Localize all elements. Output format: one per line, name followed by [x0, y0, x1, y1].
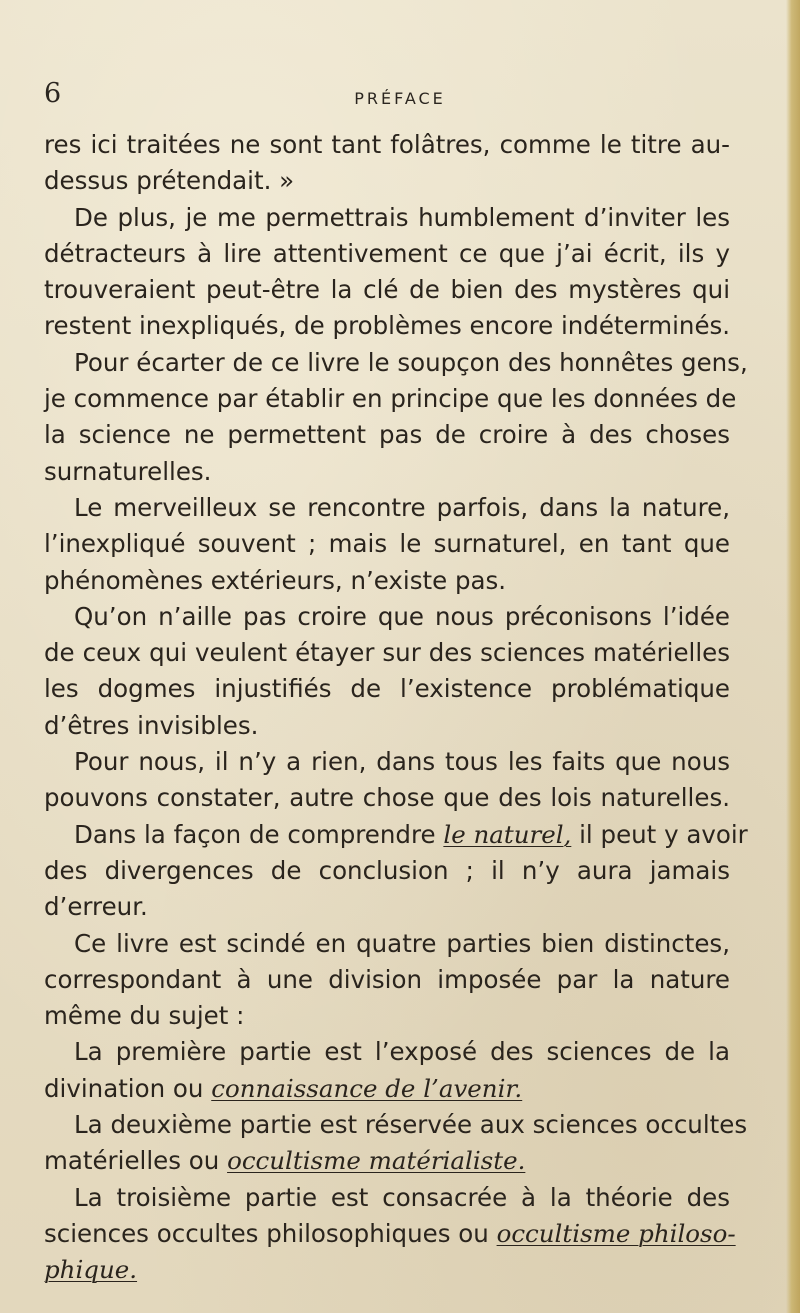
text-line: [44, 345, 748, 381]
text-line: [44, 236, 730, 272]
text-line: [44, 780, 730, 816]
text-segment: il peut y avoir: [571, 819, 748, 849]
text-segment: divination ou: [44, 1073, 212, 1103]
text-line: [44, 1252, 730, 1288]
text-line: [44, 1034, 730, 1070]
text-line: [44, 127, 730, 163]
text-segment: l’inexpliqué souvent ; mais le surnaturel, en tant que: [44, 529, 730, 559]
text-line: [44, 708, 730, 744]
text-segment: La troisième partie est consacrée à la théorie des: [74, 1182, 730, 1212]
text-segment: d’êtres invisibles.: [44, 710, 259, 740]
text-line: [44, 599, 730, 635]
text-line: [44, 308, 730, 344]
text-line: [44, 744, 730, 780]
text-segment: surnaturelles.: [44, 456, 212, 486]
text-segment: sciences occultes philosophiques ou: [44, 1218, 497, 1248]
italic-phrase: occultisme matérialiste.: [227, 1146, 526, 1176]
page-number: 6: [44, 78, 62, 109]
text-segment: Dans la façon de comprendre: [74, 819, 444, 849]
text-segment: res ici traitées ne sont tant folâtres, comme le titre au-: [44, 130, 730, 159]
text-line: [44, 926, 730, 962]
text-segment: Qu’on n’aille pas croire que nous préconisons l’idée: [74, 601, 730, 631]
text-line: [44, 163, 730, 199]
running-head: PRÉFACE: [354, 89, 446, 108]
text-line: [44, 563, 730, 599]
text-segment: des divergences de conclusion ; il n’y aura jamais: [44, 855, 730, 885]
text-line: [44, 272, 730, 308]
italic-phrase: connaissance de l’avenir.: [211, 1073, 523, 1103]
italic-phrase: occultisme philoso-: [496, 1218, 736, 1248]
text-line: [44, 381, 737, 417]
text-line: [44, 200, 730, 236]
text-segment: matérielles ou: [44, 1146, 228, 1176]
text-line: [44, 1180, 730, 1216]
text-segment: je commence par établir en principe que les données de: [44, 384, 737, 414]
text-line: [44, 490, 730, 526]
text-line: [44, 962, 730, 998]
text-segment: les dogmes injustifiés de l’existence problématique: [44, 674, 730, 704]
text-segment: de ceux qui veulent étayer sur des sciences matérielles: [44, 638, 730, 668]
text-segment: De plus, je me permettrais humblement d’inviter les: [74, 202, 730, 232]
text-line: [44, 998, 730, 1034]
text-segment: Le merveilleux se rencontre parfois, dans la nature,: [74, 492, 730, 522]
italic-phrase: phique.: [44, 1255, 138, 1285]
text-segment: dessus prétendait. »: [44, 166, 295, 196]
text-segment: Pour écarter de ce livre le soupçon des honnêtes gens,: [74, 347, 748, 377]
text-segment: correspondant à une division imposée par la nature: [44, 964, 730, 994]
text-segment: La deuxième partie est réservée aux sciences occultes: [74, 1110, 748, 1140]
text-segment: pouvons constater, autre chose que des lois naturelles.: [44, 783, 730, 813]
text-segment: la science ne permettent pas de croire à des choses: [44, 420, 730, 450]
text-segment: détracteurs à lire attentivement ce que j’ai écrit, ils y: [44, 238, 730, 268]
text-line: [44, 671, 730, 707]
text-segment: Ce livre est scindé en quatre parties bien distinctes,: [74, 928, 730, 958]
text-segment: Pour nous, il n’y a rien, dans tous les faits que nous: [74, 747, 730, 777]
text-line: [44, 635, 730, 671]
page-edge-shadow: [786, 0, 800, 1313]
text-segment: La première partie est l’exposé des sciences de la: [74, 1037, 730, 1067]
text-line: [44, 1107, 748, 1143]
text-line: [44, 526, 730, 562]
text-segment: même du sujet :: [44, 1001, 245, 1031]
text-line: [44, 817, 748, 853]
text-line: [44, 1071, 730, 1107]
text-segment: phénomènes extérieurs, n’existe pas.: [44, 565, 507, 595]
text-segment: trouveraient peut-être la clé de bien des mystères qui: [44, 275, 730, 305]
italic-phrase: le naturel,: [443, 819, 572, 849]
text-line: [44, 417, 730, 453]
text-line: [44, 853, 730, 889]
text-line: [44, 889, 730, 925]
text-line: [44, 1216, 736, 1252]
text-line: [44, 1143, 730, 1179]
text-segment: d’erreur.: [44, 892, 148, 922]
text-segment: restent inexpliqués, de problèmes encore indéterminés.: [44, 311, 731, 341]
text-line: [44, 454, 730, 490]
body-text: [44, 127, 748, 1289]
